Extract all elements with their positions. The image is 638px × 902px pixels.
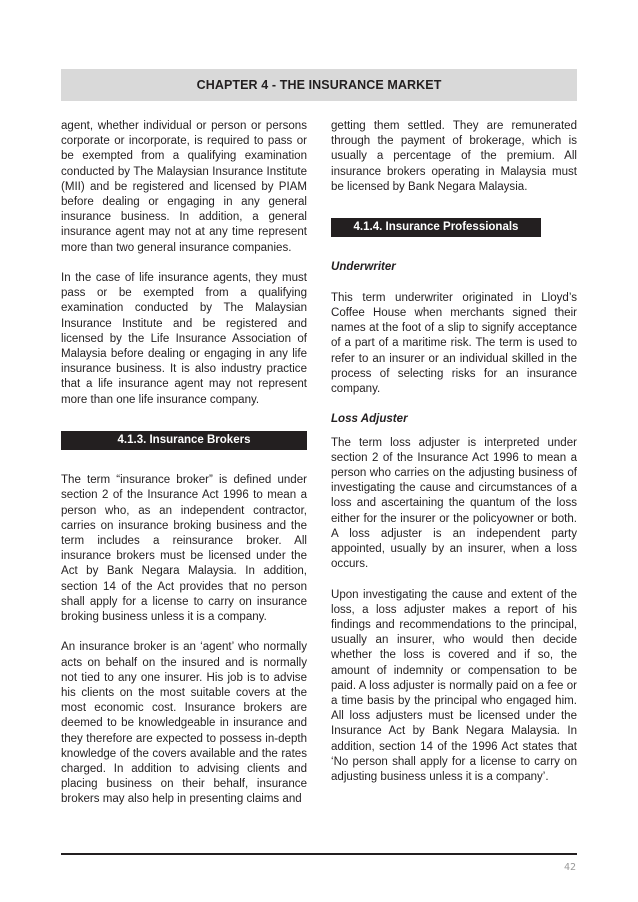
spacer (61, 465, 307, 473)
chapter-title: CHAPTER 4 - THE INSURANCE MARKET (196, 78, 442, 92)
spacer (331, 210, 577, 218)
spacer (331, 397, 577, 412)
right-column (331, 119, 577, 785)
spacer (61, 625, 307, 640)
paragraph-broker-definition: The term “insurance broker” is defined under section 2 of the Insurance Act 1996 to mean a person who, as an independent contractor, carries on insurance broking business and the term includes a reinsurance broker. All insurance brokers must be licensed under the Act by Bank Negara Malaysia. In addition, section 14 of the Act provides that no person shall apply for a license to carry on insurance broking business unless it is a company. (61, 474, 307, 624)
subheading-underwriter: Underwriter (331, 261, 396, 274)
chapter-header-banner (61, 69, 577, 101)
paragraph-underwriter: This term underwriter originated in Lloyd’s Coffee House when merchants signed their names at the foot of a slip to signify acceptance of a part of a maritime risk. The term is used to refer to an insurer or an individual skilled in the process of selecting risks for an insurance company. (331, 291, 577, 395)
paragraph-broker-remuneration: getting them settled. They are remunerated through the payment of brokerage, which is usually a percentage of the premium. All insurance brokers operating in Malaysia must be licensed by Bank Negara Malaysia. (331, 120, 577, 193)
paragraph-loss-adjuster-process: Upon investigating the cause and extent of the loss, a loss adjuster makes a report of his findings and recommendations to the principal, usually an insurer, who would then decide whether the loss is covered and if so, the amount of indemnity or compensation to be paid. A loss adjuster is normally paid on a fee or a time basis by the principal who engaged him. All loss adjusters must be licensed under the Insurance Act by Bank Negara Malaysia. In addition, section 14 of the 1996 Act states that ‘No person shall apply for a license to carry on adjusting business unless it is a company’. (331, 588, 577, 784)
spacer (61, 256, 307, 271)
paragraph-life-agents: In the case of life insurance agents, they must pass or be exempted from a qualifying examination conducted by The Malaysian Insurance Institute and be registered and licensed by the Life Insurance Association of Malaysia before dealing or engaging in any life insurance business. It is also industry practice that a life insurance agent may not represent more than one life insurance company. (61, 272, 307, 406)
left-column (61, 119, 307, 808)
page-number: 42 (563, 862, 576, 873)
paragraph-agent-requirements: agent, whether individual or person or persons corporate or incorporate, is required to pass or be exempted from a qualifying examination conducted by The Malaysian Insurance Institute (MII) and be registered and licensed by PIAM before dealing or engaging in any general insurance business. In addition, a general insurance agent may not at any time represent more than two general insurance companies. (61, 120, 307, 254)
spacer (61, 408, 307, 423)
subheading-loss-adjuster: Loss Adjuster (331, 413, 408, 426)
spacer (331, 195, 577, 210)
section-heading-insurance-professionals: 4.1.4. Insurance Professionals (331, 218, 541, 237)
spacer (331, 252, 577, 260)
paragraph-loss-adjuster-definition: The term loss adjuster is interpreted under section 2 of the Insurance Act 1996 to mean a person who carries on the adjusting business of investigating the cause and circumstances of a loss and ascertaining the quantum of the loss either for the insurer or the policyowner or both. A loss adjuster is an independent party appointed, usually by an insurer, when a loss occurs. (331, 436, 577, 571)
spacer (61, 423, 307, 431)
paragraph-broker-role: An insurance broker is an ‘agent’ who normally acts on behalf on the insured and is normally not tied to any one insurer. His job is to advise his clients on the most suitable covers at the most economic cost. Insurance brokers are deemed to be knowledgeable in insurance and they therefore are expected to possess in-depth knowledge of the covers available and the rates charged. In addition to advising clients and placing business on their behalf, insurance brokers may also help in presenting claims and (61, 641, 307, 806)
spacer (61, 450, 307, 465)
spacer (331, 237, 577, 252)
spacer (331, 428, 577, 436)
spacer (331, 572, 577, 587)
spacer (331, 276, 577, 291)
section-heading-insurance-brokers: 4.1.3. Insurance Brokers (61, 431, 307, 450)
footer-divider (61, 853, 577, 855)
